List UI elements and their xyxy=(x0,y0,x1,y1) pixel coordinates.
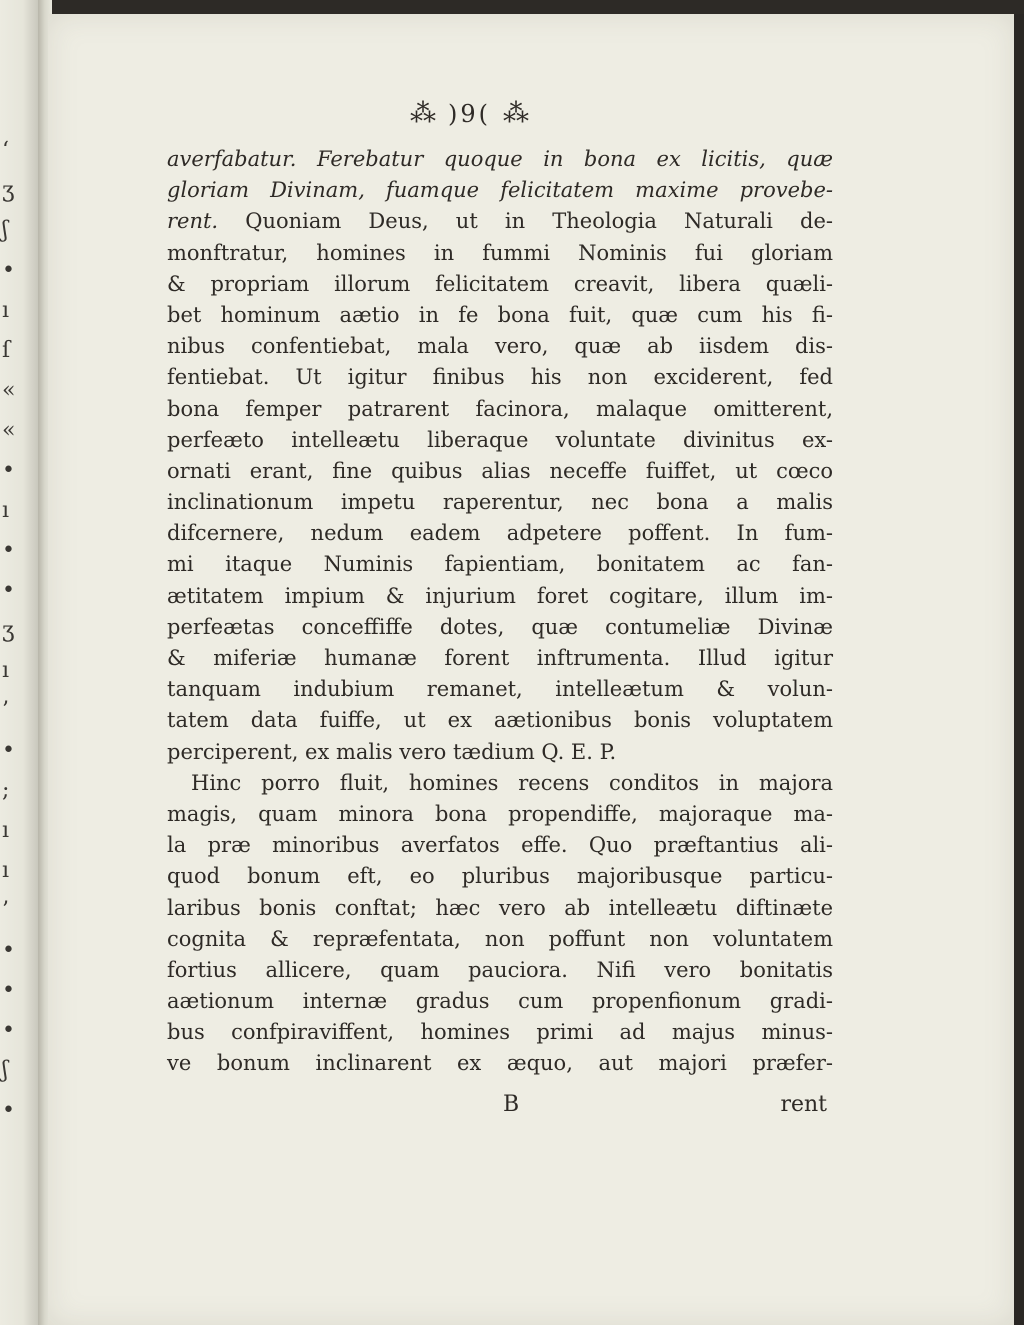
text-line xyxy=(167,1048,833,1079)
text-segment: magis, quam minora bona propendiffe, majoraque ma- xyxy=(167,801,833,826)
facing-page-fragment: • xyxy=(2,458,15,483)
text-line xyxy=(167,487,833,518)
text-line xyxy=(167,456,833,487)
facing-page-fragment: • xyxy=(2,738,15,763)
text-line xyxy=(167,674,833,705)
facing-page-fragment: ‘ xyxy=(2,138,9,163)
facing-page-fragment: ʒ xyxy=(2,178,15,203)
facing-page-fragment: ; xyxy=(2,778,10,803)
facing-page-fragment: ’ xyxy=(2,898,9,923)
facing-page-fragment: ı xyxy=(2,498,10,523)
text-segment: perciperent, ex malis vero tædium Q. E. P. xyxy=(167,739,617,764)
ornament-right-icon: ⁂ xyxy=(503,99,529,129)
text-line xyxy=(167,394,833,425)
book-page xyxy=(48,14,1014,1325)
text-segment: inclinationum impetu raperentur, nec bona a malis xyxy=(167,490,833,515)
facing-page-fragment: ı xyxy=(2,818,10,843)
text-line xyxy=(167,924,833,955)
text-segment: & propriam illorum felicitatem creavit, libera quæli- xyxy=(167,271,833,296)
text-segment: & miferiæ humanæ forent inftrumenta. Illud igitur xyxy=(167,646,833,670)
text-segment: nibus confentiebat, mala vero, quæ ab iisdem dis- xyxy=(167,334,833,359)
text-segment: bus confpiraviffent, homines primi ad majus minus- xyxy=(167,1020,833,1045)
page-footer xyxy=(167,1092,827,1124)
text-line xyxy=(167,549,833,580)
facing-page-fragment: • xyxy=(2,938,15,963)
text-line xyxy=(167,737,833,768)
text-line xyxy=(167,331,833,362)
text-line xyxy=(167,986,833,1017)
text-segment: tatem data fuiffe, ut ex aætionibus bonis voluptatem xyxy=(167,708,833,733)
text-segment: averfabatur. Ferebatur quoque in bona ex licitis, quæ xyxy=(167,147,833,171)
text-segment: ornati erant, fine quibus alias neceffe fuiffet, ut cœco xyxy=(167,458,833,483)
text-segment: difcernere, nedum eadem adpetere poffent. In fum- xyxy=(167,521,833,546)
facing-page-fragment: ı xyxy=(2,658,10,683)
text-line xyxy=(167,425,833,456)
text-segment: aætionum internæ gradus cum propenfionum gradi- xyxy=(167,989,833,1014)
text-line xyxy=(167,238,833,269)
ornament-left-icon: ⁂ xyxy=(410,99,436,129)
text-line xyxy=(167,269,833,300)
text-line xyxy=(167,705,833,736)
text-segment: gloriam Divinam, fuamque felicitatem maxime provebe- xyxy=(167,178,833,203)
text-segment: ve bonum inclinarent ex æquo, aut majori præfer- xyxy=(167,1051,833,1076)
facing-page-fragment: ʃ xyxy=(2,1058,8,1083)
text-line xyxy=(167,1017,833,1048)
text-segment: perfeæto intelleætu liberaque voluntate divinitus ex- xyxy=(167,427,833,452)
facing-page-fragment: « xyxy=(2,378,16,403)
text-segment: fortius allicere, quam pauciora. Nifi vero bonitatis xyxy=(167,957,833,982)
text-line xyxy=(167,799,833,830)
text-segment: rent. xyxy=(167,209,219,234)
page-number: )9( xyxy=(448,100,491,128)
text-segment: mi itaque Numinis fapientiam, bonitatem ac fan- xyxy=(167,552,833,577)
text-segment: ætitatem impium & injurium foret cogitare, illum im- xyxy=(167,583,833,608)
text-segment: cognita & repræfentata, non poffunt non voluntatem xyxy=(167,926,833,951)
facing-page-fragment: ı xyxy=(2,298,10,323)
text-line xyxy=(167,518,833,549)
text-segment: tanquam indubium remanet, intelleætum & volun- xyxy=(167,677,833,702)
text-line xyxy=(167,581,833,612)
text-line xyxy=(167,300,833,331)
text-line xyxy=(167,362,833,393)
text-segment: fentiebat. Ut igitur finibus his non exciderent, fed xyxy=(167,365,833,390)
text-segment: la præ minoribus averfatos effe. Quo præftantius ali- xyxy=(167,833,833,858)
text-segment: perfeætas conceffiffe dotes, quæ contumeliæ Divinæ xyxy=(167,614,833,639)
facing-page-fragment: • xyxy=(2,578,15,603)
text-segment: monftratur, homines in fummi Nominis fui gloriam xyxy=(167,240,833,265)
text-segment: Quoniam Deus, ut in Theologia Naturali de- xyxy=(218,209,833,234)
facing-page-fragment: ʃ xyxy=(2,218,8,243)
text-segment: quod bonum eft, eo pluribus majoribusque particu- xyxy=(167,864,833,889)
facing-page-fragment: ’ xyxy=(2,698,9,723)
body-text xyxy=(167,144,833,1080)
page-header xyxy=(410,94,610,134)
facing-page-fragment: « xyxy=(2,418,16,443)
text-segment: laribus bonis conftat; hæc vero ab intelleætu diftinæte xyxy=(167,895,833,920)
facing-page-fragment: • xyxy=(2,538,15,563)
text-line xyxy=(167,612,833,643)
text-segment: bet hominum aætio in fe bona fuit, quæ cum his fi- xyxy=(167,302,833,327)
text-line xyxy=(167,893,833,924)
text-line xyxy=(167,175,833,206)
facing-page-fragment: • xyxy=(2,978,15,1003)
facing-page-fragment: ʒ xyxy=(2,618,15,643)
facing-page-fragment: ı xyxy=(2,858,10,883)
page-edge-shadow xyxy=(1014,14,1024,1325)
facing-page-fragment: ſ xyxy=(2,338,11,363)
catchword: rent xyxy=(780,1092,827,1117)
text-line xyxy=(167,643,833,674)
signature-mark: B xyxy=(503,1092,520,1117)
text-line xyxy=(167,861,833,892)
facing-page-fragment: • xyxy=(2,1098,15,1123)
facing-page-fragment: • xyxy=(2,258,15,283)
text-line xyxy=(167,955,833,986)
text-line xyxy=(167,830,833,861)
text-segment: bona femper patrarent facinora, malaque omitterent, xyxy=(167,396,833,421)
text-segment: Hinc porro fluit, homines recens conditos in majora xyxy=(191,770,833,795)
text-line xyxy=(167,768,833,799)
facing-page-fragment: • xyxy=(2,1018,15,1043)
facing-page-edge xyxy=(0,0,38,1325)
text-line xyxy=(167,206,833,237)
text-line xyxy=(167,144,833,175)
